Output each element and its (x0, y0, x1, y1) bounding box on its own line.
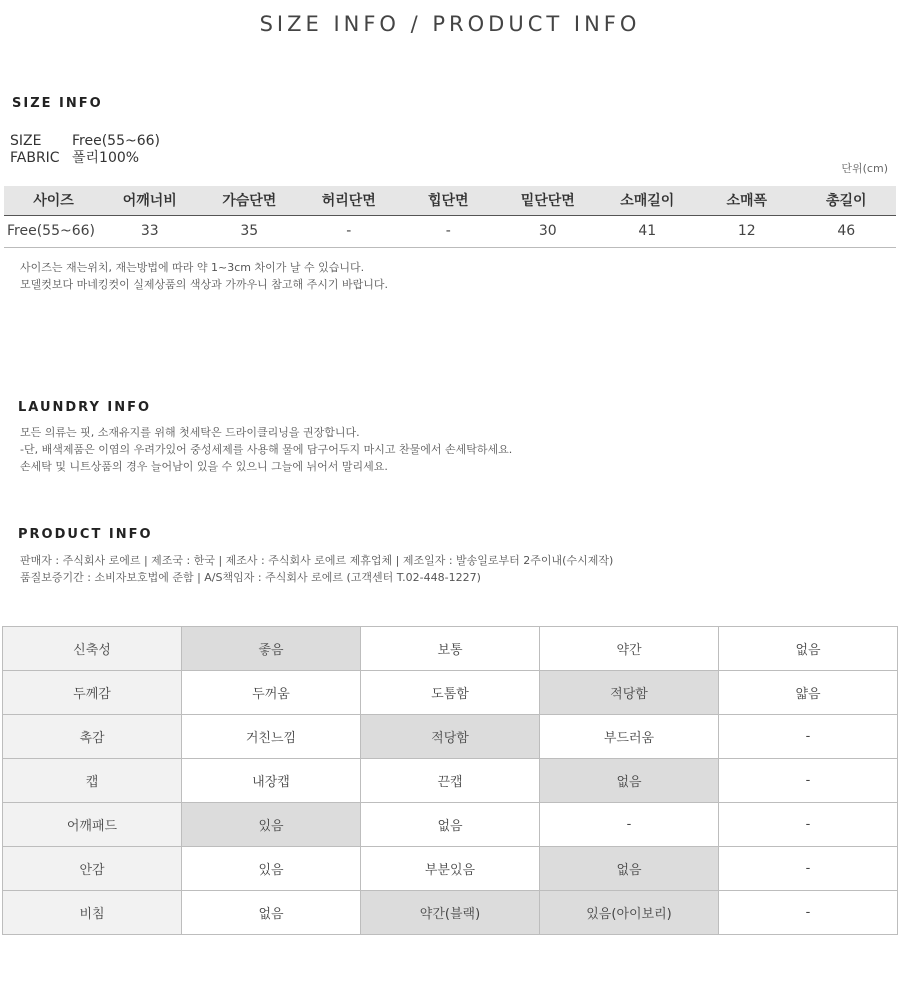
size-label: SIZE (10, 133, 42, 149)
property-option: - (719, 715, 898, 759)
property-row (3, 891, 898, 935)
size-cell: 30 (498, 215, 598, 247)
property-option: 내장캡 (182, 759, 361, 803)
property-option: 약간(블랙) (361, 891, 540, 935)
size-col-header: 가슴단면 (200, 186, 300, 215)
property-label: 안감 (3, 847, 182, 891)
product-line: 품질보증기간 : 소비자보호법에 준함 | A/S책임자 : 주식회사 로에르 (고객센터 T.02-448-1227) (20, 571, 481, 584)
property-option: - (719, 847, 898, 891)
property-option: - (719, 759, 898, 803)
property-label: 어깨패드 (3, 803, 182, 847)
laundry-line: 손세탁 및 니트상품의 경우 늘어남이 있을 수 있으니 그늘에 뉘어서 말리세요. (20, 460, 388, 473)
size-cell: - (299, 215, 399, 247)
product-line: 판매자 : 주식회사 로에르 | 제조국 : 한국 | 제조사 : 주식회사 로에르 제휴업체 | 제조일자 : 발송일로부터 2주이내(수시제작) (20, 554, 614, 567)
size-table-header-row (4, 186, 896, 215)
size-table (4, 186, 896, 248)
property-option: - (540, 803, 719, 847)
size-cell: 41 (598, 215, 698, 247)
laundry-line: -단, 배색제품은 이염의 우려가있어 중성세제를 사용해 물에 담구어두지 마시고 찬물에서 손세탁하세요. (20, 443, 513, 456)
property-option: - (719, 891, 898, 935)
size-cell: - (399, 215, 499, 247)
fabric-label: FABRIC (10, 150, 60, 166)
property-option: - (719, 803, 898, 847)
size-note-line: 사이즈는 재는위치, 재는방법에 따라 약 1~3cm 차이가 날 수 있습니다. (20, 261, 365, 274)
property-row (3, 671, 898, 715)
property-option: 있음 (182, 847, 361, 891)
size-col-header: 소매폭 (697, 186, 797, 215)
size-cell: 12 (697, 215, 797, 247)
property-row (3, 803, 898, 847)
table-row (4, 215, 896, 247)
property-label: 신축성 (3, 627, 182, 671)
size-cell: 33 (100, 215, 200, 247)
property-table (2, 626, 898, 935)
property-option: 보통 (361, 627, 540, 671)
size-col-header: 어깨너비 (100, 186, 200, 215)
size-col-header: 힙단면 (399, 186, 499, 215)
fabric-spec-row (10, 150, 160, 167)
product-info-heading: PRODUCT INFO (18, 527, 153, 542)
size-col-header: 소매길이 (598, 186, 698, 215)
size-col-header: 밑단단면 (498, 186, 598, 215)
size-notes (20, 259, 388, 293)
size-col-header: 허리단면 (299, 186, 399, 215)
fabric-value: 폴리100% (72, 150, 140, 166)
property-label: 캡 (3, 759, 182, 803)
property-option: 없음 (540, 847, 719, 891)
property-row (3, 627, 898, 671)
property-option: 좋음 (182, 627, 361, 671)
property-row (3, 847, 898, 891)
property-option: 부분있음 (361, 847, 540, 891)
laundry-notes (20, 424, 512, 475)
product-notes (20, 552, 613, 586)
property-option: 없음 (361, 803, 540, 847)
property-label: 두께감 (3, 671, 182, 715)
size-cell: Free(55~66) (4, 215, 100, 247)
property-option: 있음 (182, 803, 361, 847)
page-title: SIZE INFO / PRODUCT INFO (259, 12, 641, 36)
property-option: 부드러움 (540, 715, 719, 759)
unit-note: 단위(cm) (841, 162, 888, 175)
property-option: 없음 (540, 759, 719, 803)
size-cell: 46 (797, 215, 897, 247)
property-row (3, 715, 898, 759)
property-option: 두꺼움 (182, 671, 361, 715)
property-option: 거친느낌 (182, 715, 361, 759)
property-label: 비침 (3, 891, 182, 935)
size-note-line: 모델컷보다 마네킹컷이 실제상품의 색상과 가까우니 참고해 주시기 바랍니다. (20, 278, 389, 291)
property-option: 적당함 (361, 715, 540, 759)
size-cell: 35 (200, 215, 300, 247)
size-spec-row (10, 133, 160, 150)
property-option: 없음 (182, 891, 361, 935)
size-col-header: 총길이 (797, 186, 897, 215)
property-option: 끈캡 (361, 759, 540, 803)
property-option: 적당함 (540, 671, 719, 715)
property-label: 촉감 (3, 715, 182, 759)
size-value: Free(55~66) (72, 133, 160, 149)
property-option: 있음(아이보리) (540, 891, 719, 935)
property-option: 약간 (540, 627, 719, 671)
property-row (3, 759, 898, 803)
property-option: 도톰함 (361, 671, 540, 715)
laundry-line: 모든 의류는 핏, 소재유지를 위해 첫세탁은 드라이클리닝을 권장합니다. (20, 426, 360, 439)
property-option: 없음 (719, 627, 898, 671)
property-option: 얇음 (719, 671, 898, 715)
spec-block (10, 133, 160, 167)
size-col-header: 사이즈 (4, 186, 100, 215)
laundry-info-heading: LAUNDRY INFO (18, 400, 152, 415)
size-info-heading: SIZE INFO (12, 96, 103, 111)
